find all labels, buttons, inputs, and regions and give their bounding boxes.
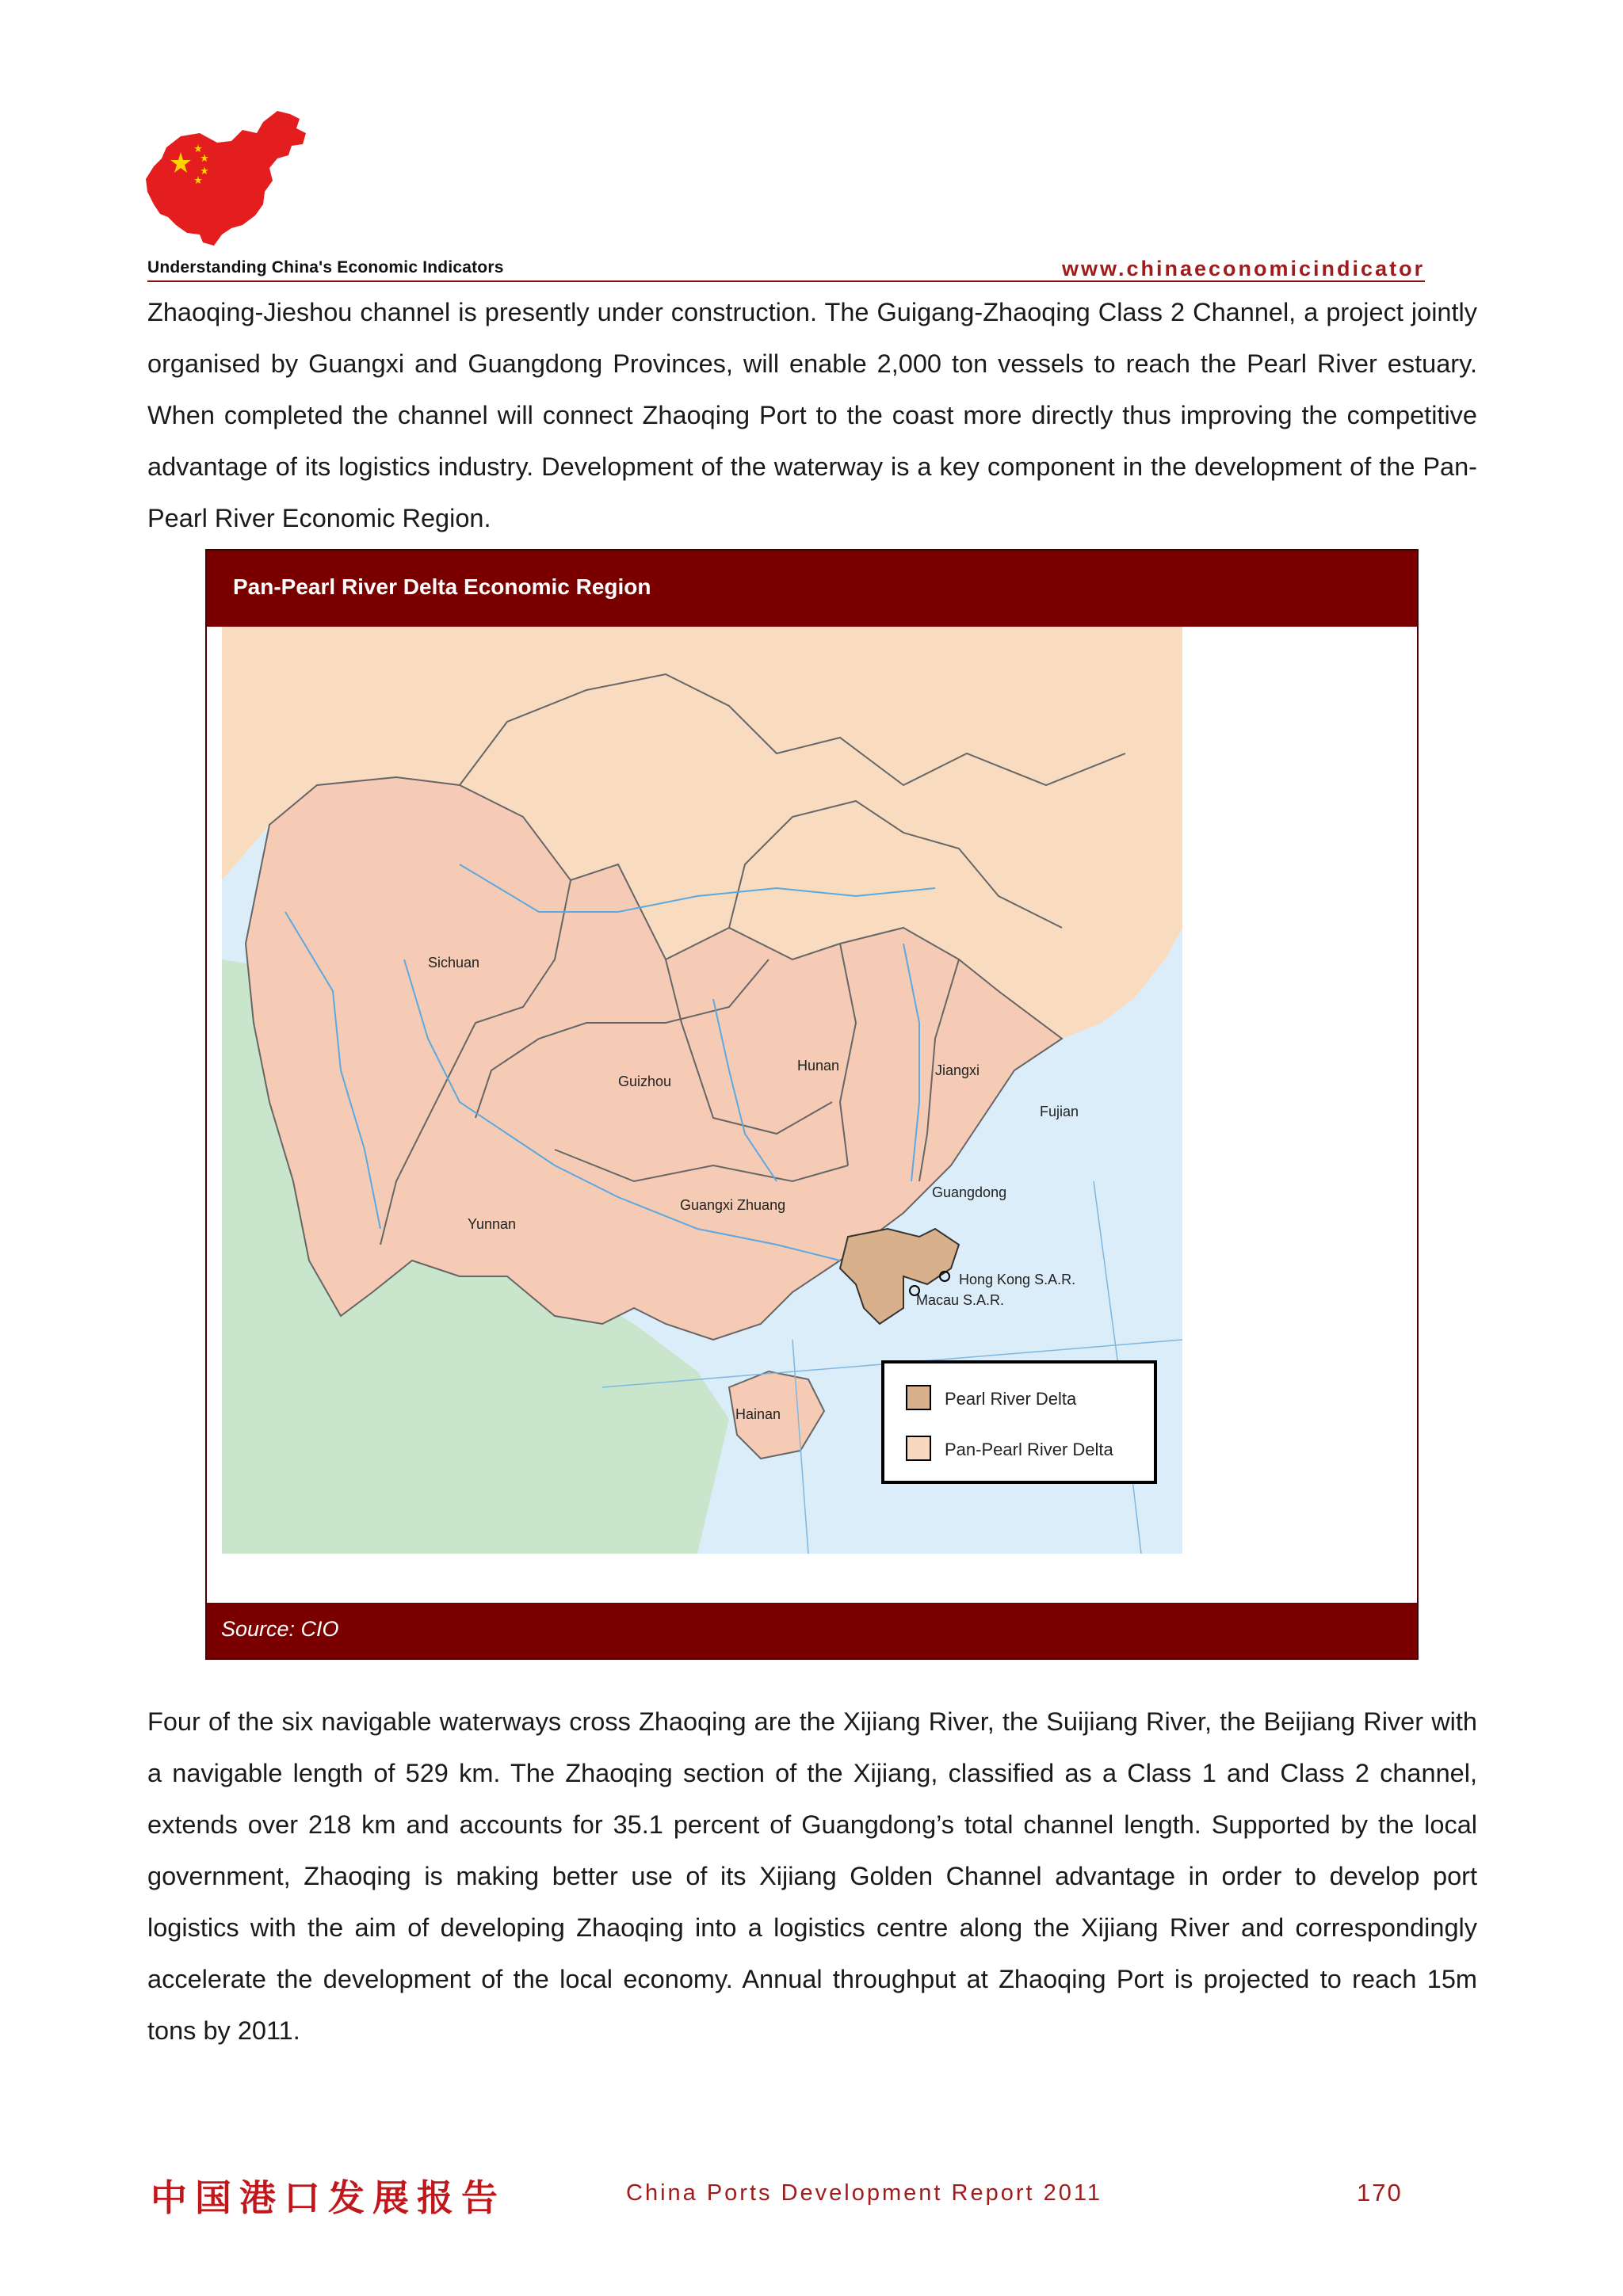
label-hong-kong: Hong Kong S.A.R.	[959, 1272, 1076, 1287]
label-sichuan: Sichuan	[428, 955, 480, 971]
legend-swatch-prd	[907, 1386, 930, 1409]
figure-header	[207, 551, 1417, 627]
header-divider	[147, 280, 1425, 282]
label-fujian: Fujian	[1040, 1104, 1079, 1119]
label-macau: Macau S.A.R.	[916, 1292, 1005, 1308]
footer-chinese-title: 中国港口发展报告	[151, 2176, 506, 2219]
figure-footer	[207, 1603, 1417, 1658]
map-figure	[205, 549, 1419, 1660]
label-guangxi: Guangxi Zhuang	[680, 1197, 786, 1213]
legend-label-prd: Pearl River Delta	[945, 1389, 1077, 1409]
tagline: Understanding China's Economic Indicators	[147, 258, 504, 277]
label-hainan: Hainan	[735, 1406, 781, 1422]
footer-report-name: China Ports Development Report 2011	[626, 2180, 1102, 2206]
label-guizhou: Guizhou	[618, 1074, 672, 1089]
figure-title: Pan-Pearl River Delta Economic Region	[233, 574, 651, 599]
china-map-logo	[144, 109, 311, 248]
website-link[interactable]: www.chinaeconomicindicator	[1062, 257, 1426, 280]
label-jiangxi: Jiangxi	[935, 1062, 980, 1078]
legend-swatch-pan-prd	[907, 1436, 930, 1460]
label-guangdong: Guangdong	[932, 1184, 1007, 1200]
page-number: 170	[1357, 2179, 1403, 2206]
legend-label-pan-prd: Pan-Pearl River Delta	[945, 1440, 1113, 1459]
body-paragraph-1: Zhaoqing-Jieshou channel is presently under construction. The Guigang-Zhaoqing Class 2 Channel, a project jointly organised by Guangxi and Guangdong Provinces, will enable 2,000 ton vessels to reach the Pearl River estuary. When completed the channel will connect Zhaoqing Port to the coast more directly thus improving the competitive advantage of its logistics industry. Development of the waterway is a key component in the development of the Pan-Pearl River Economic Region.	[147, 298, 1477, 532]
pan-prd-map	[222, 627, 1182, 1554]
label-hunan: Hunan	[797, 1058, 840, 1074]
figure-source: Source: CIO	[221, 1617, 339, 1641]
body-paragraph-2: Four of the six navigable waterways cross Zhaoqing are the Xijiang River, the Suijiang River, the Beijiang River with a navigable length of 529 km. The Zhaoqing section of the Xijiang, classified as a Class 1 and Class 2 channel, extends over 218 km and accounts for 35.1 percent of Guangdong’s total channel length. Supported by the local government, Zhaoqing is making better use of its Xijiang Golden Channel advantage in order to develop port logistics with the aim of developing Zhaoqing into a logistics centre along the Xijiang River and correspondingly accelerate the development of the local economy. Annual throughput at Zhaoqing Port is projected to reach 15m tons by 2011.	[147, 1707, 1477, 2045]
map-legend	[883, 1362, 1155, 1482]
label-yunnan: Yunnan	[468, 1216, 517, 1232]
